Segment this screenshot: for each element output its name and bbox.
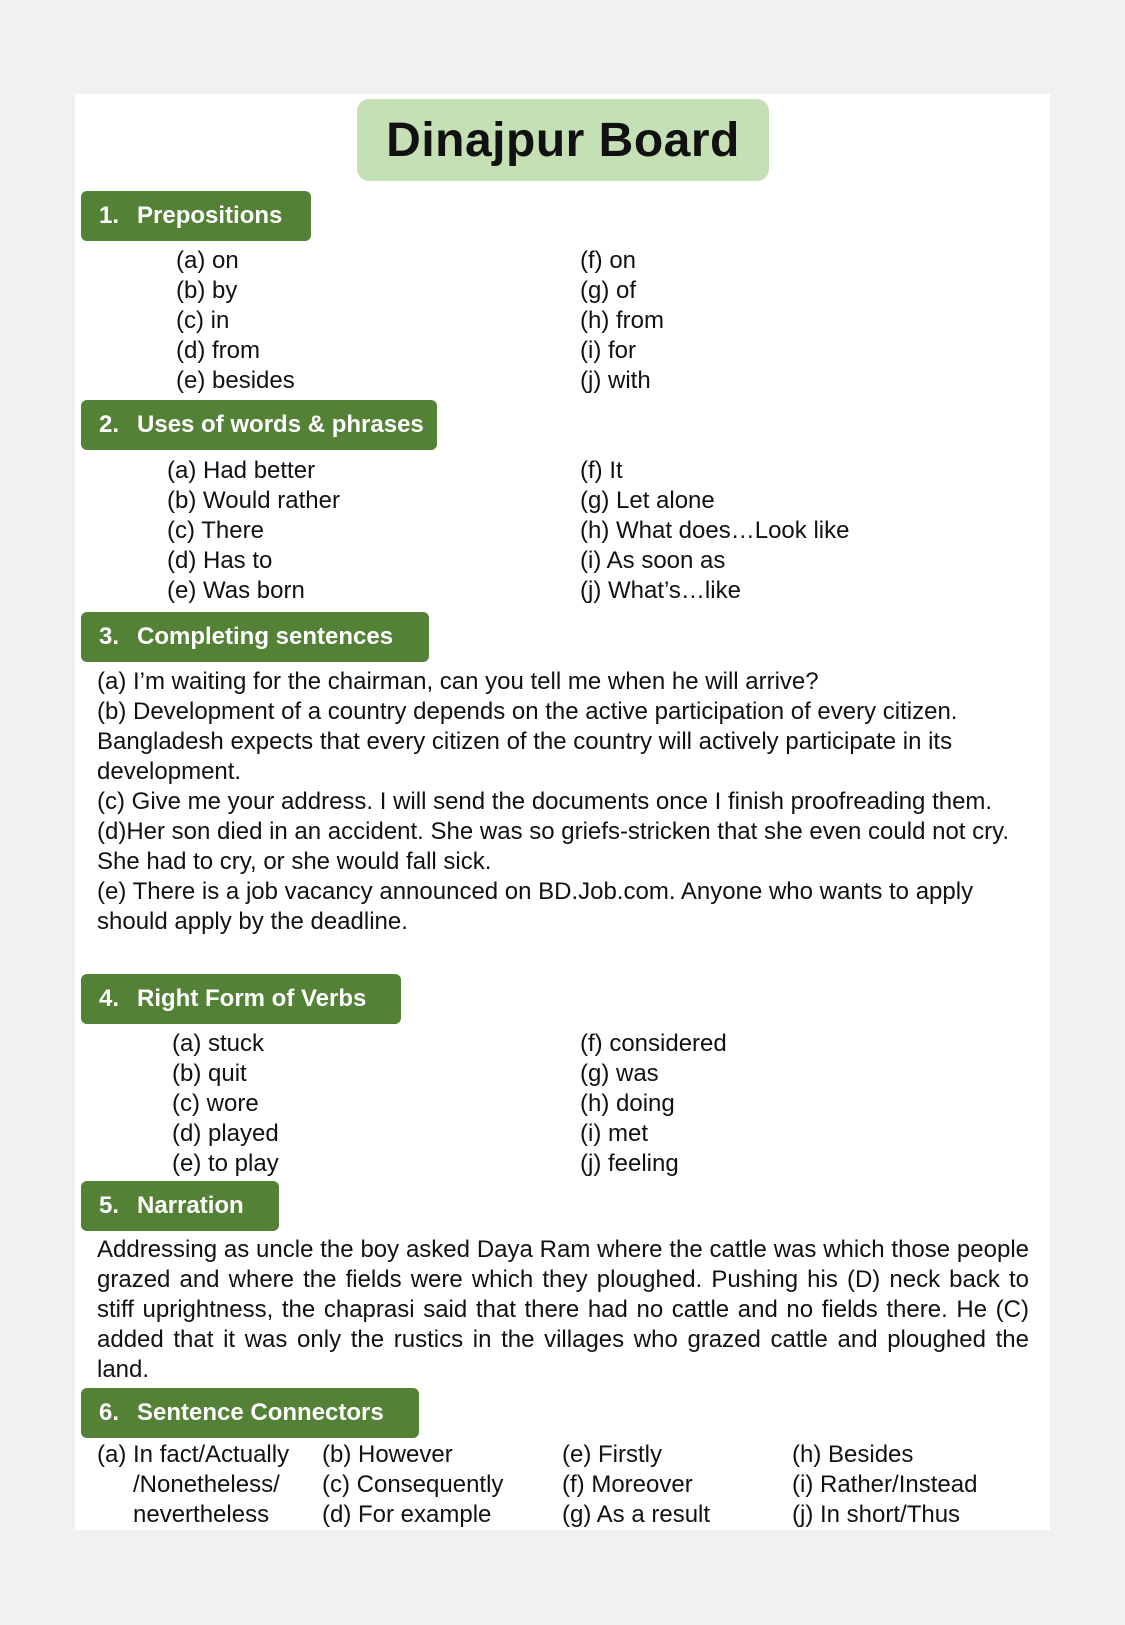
answer-item: (i) As soon as [580, 547, 726, 574]
answer-item: (b) Would rather [167, 487, 340, 514]
sentence-answer: (a) I’m waiting for the chairman, can you tell me when he will arrive? [97, 668, 819, 695]
section-title: Narration [137, 1192, 244, 1219]
verbs-right-column [580, 1029, 727, 1179]
answer-item: (j) with [580, 367, 651, 394]
sentence-answer: (b) Development of a country depends on the active participation of every citizen. Bangladesh expects that every citizen of the country will actively participate in its development. [97, 698, 958, 785]
section-title: Completing sentences [137, 623, 394, 650]
answer-item: (a) Had better [167, 457, 316, 484]
page-title: Dinajpur Board [357, 99, 769, 181]
answer-item: (e) Firstly [562, 1441, 662, 1468]
section-title: Uses of words & phrases [137, 411, 424, 438]
narration-answer [97, 1235, 1029, 1385]
section-header-right-form-of-verbs [81, 974, 401, 1024]
answer-item: (g) of [580, 277, 637, 304]
answer-item: (f) considered [580, 1030, 727, 1057]
section-number: 1. [99, 202, 120, 229]
answer-item: (i) for [580, 337, 636, 364]
answer-item: (a) stuck [172, 1030, 265, 1057]
item-label: (a) [97, 1441, 127, 1468]
answer-item: (i) met [580, 1120, 648, 1147]
connectors-column-4 [792, 1440, 977, 1530]
answer-item: (f) It [580, 457, 623, 484]
answer-item: (h) from [580, 307, 664, 334]
answer-item: (b) quit [172, 1060, 247, 1087]
section-number: 5. [99, 1192, 120, 1219]
section-title: Sentence Connectors [137, 1399, 384, 1426]
section-number: 3. [99, 623, 120, 650]
answer-item: (d) from [176, 337, 260, 364]
connectors-column-2 [322, 1440, 503, 1530]
section-title: Prepositions [137, 202, 283, 229]
answer-item: (d) For example [322, 1501, 492, 1528]
uses-of-words-right-column [580, 456, 849, 606]
answer-item: (c) Consequently [322, 1471, 504, 1498]
sentence-answer: (e) There is a job vacancy announced on BD.Job.com. Anyone who wants to apply should apply by the deadline. [97, 878, 974, 935]
section-number: 6. [99, 1399, 120, 1426]
answer-item: (h) doing [580, 1090, 675, 1117]
prepositions-left-column [176, 246, 295, 396]
connectors-column-3 [562, 1440, 710, 1530]
answer-item: (h) What does…Look like [580, 517, 850, 544]
answer-item: (e) besides [176, 367, 295, 394]
answer-item: (f) Moreover [562, 1471, 693, 1498]
section-number: 2. [99, 411, 120, 438]
answer-item: (c) There [167, 517, 264, 544]
section-header-uses-of-words [81, 400, 437, 450]
answer-item: nevertheless [133, 1501, 270, 1528]
completing-sentences-answers [97, 667, 1029, 937]
answer-item: (f) on [580, 247, 637, 274]
section-number: 4. [99, 985, 120, 1012]
answer-item: (d) Has to [167, 547, 273, 574]
section-header-narration [81, 1181, 279, 1231]
answer-item: (b) However [322, 1441, 453, 1468]
section-header-completing-sentences [81, 612, 429, 662]
section-header-sentence-connectors [81, 1388, 419, 1438]
answer-item: (b) by [176, 277, 238, 304]
answer-item: (d) played [172, 1120, 279, 1147]
sentence-answer: (c) Give me your address. I will send the documents once I finish proofreading them. [97, 788, 993, 815]
answer-item: (i) Rather/Instead [792, 1471, 978, 1498]
answer-item: (j) In short/Thus [792, 1501, 961, 1528]
answer-item: (g) was [580, 1060, 659, 1087]
answer-item: In fact/Actually [133, 1441, 290, 1468]
section-title: Right Form of Verbs [137, 985, 367, 1012]
answer-item: (a) on [176, 247, 239, 274]
answer-item: (j) feeling [580, 1150, 679, 1177]
answer-item: (e) to play [172, 1150, 279, 1177]
sentence-answer: (d)Her son died in an accident. She was so griefs-stricken that she even could not cry. She had to cry, or she would fall sick. [97, 818, 1010, 875]
answer-item: /Nonetheless/ [133, 1471, 280, 1498]
answer-item: (c) in [176, 307, 230, 334]
answer-item: (g) Let alone [580, 487, 715, 514]
connectors-column-1 [97, 1440, 289, 1530]
verbs-left-column [172, 1029, 279, 1179]
answer-item: (j) What’s…like [580, 577, 741, 604]
answer-item: (g) As a result [562, 1501, 711, 1528]
section-header-prepositions [81, 191, 311, 241]
prepositions-right-column [580, 246, 664, 396]
answer-item: (c) wore [172, 1090, 259, 1117]
uses-of-words-left-column [167, 456, 340, 606]
answer-item: (e) Was born [167, 577, 305, 604]
narration-text: Addressing as uncle the boy asked Daya Ram where the cattle was which those people grazed and where the fields were which they ploughed. Pushing his (D) neck back to stiff uprightness, the chaprasi said that there had no cattle and no fields there. He (C) added that it was only the rustics in the villages who grazed cattle and ploughed the land. [97, 1236, 1029, 1383]
answer-sheet-page [75, 94, 1050, 1530]
answer-item: (h) Besides [792, 1441, 914, 1468]
